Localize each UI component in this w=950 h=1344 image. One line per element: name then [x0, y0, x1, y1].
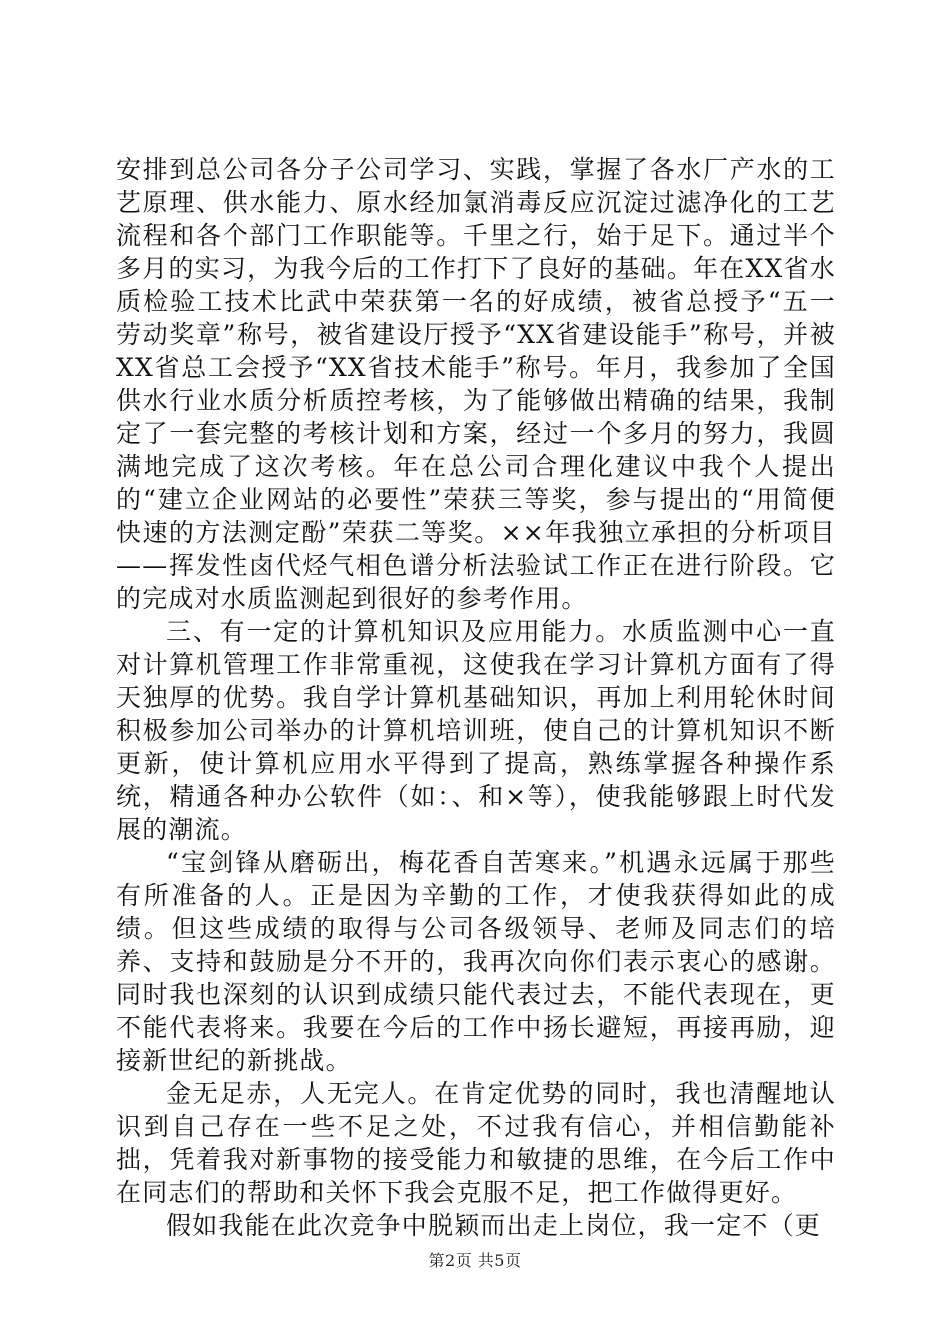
paragraph-4: 金无足赤，人无完人。在肯定优势的同时，我也清醒地认识到自己存在一些不足之处，不过我有信心，并相信勤能补拙，凭着我对新事物的接受能力和敏捷的思维，在今后工作中在同志们的帮助和关怀下我会克服不足，把工作做得更好。: [116, 1079, 836, 1207]
paragraph-1: 安排到总公司各分子公司学习、实践，掌握了各水厂产水的工艺原理、供水能力、原水经加氯消毒反应沉淀过滤净化的工艺流程和各个部门工作职能等。千里之行，始于足下。通过半个多月的实习，为我今后的工作打下了良好的基础。年在XX省水质检验工技术比武中荣获第一名的好成绩，被省总授予“五一劳动奖章”称号，被省建设厅授予“XX省建设能手”称号，并被XX省总工会授予“XX省技术能手”称号。年月，我参加了全国供水行业水质分析质控考核，为了能够做出精确的结果，我制定了一套完整的考核计划和方案，经过一个多月的努力，我圆满地完成了这次考核。年在总公司合理化建议中我个人提出的“建立企业网站的必要性”荣获三等奖，参与提出的“用简便快速的方法测定酚”荣获二等奖。××年我独立承担的分析项目——挥发性卤代烃气相色谱分析法验试工作正在进行阶段。它的完成对水质监测起到很好的参考作用。: [116, 155, 836, 613]
document-body: [116, 153, 836, 1242]
page-number-footer: 第2页 共5页: [428, 1251, 522, 1270]
paragraph-2: 三、有一定的计算机知识及应用能力。水质监测中心一直对计算机管理工作非常重视，这使我在学习计算机方面有了得天独厚的优势。我自学计算机基础知识，再加上利用轮休时间积极参加公司举办的计算机培训班，使自己的计算机知识不断更新，使计算机应用水平得到了提高，熟练掌握各种操作系统，精通各种办公软件（如：、和×等），使我能够跟上时代发展的潮流。: [116, 617, 836, 844]
paragraph-3: “宝剑锋从磨砺出，梅花香自苦寒来。”机遇永远属于那些有所准备的人。正是因为辛勤的工作，才使我获得如此的成绩。但这些成绩的取得与公司各级领导、老师及同志们的培养、支持和鼓励是分不开的，我再次向你们表示衷心的感谢。同时我也深刻的认识到成绩只能代表过去，不能代表现在，更不能代表将来。我要在今后的工作中扬长避短，再接再励，迎接新世纪的新挑战。: [116, 848, 836, 1075]
paragraph-5: 假如我能在此次竞争中脱颖而出走上岗位，我一定不（更: [166, 1211, 822, 1240]
